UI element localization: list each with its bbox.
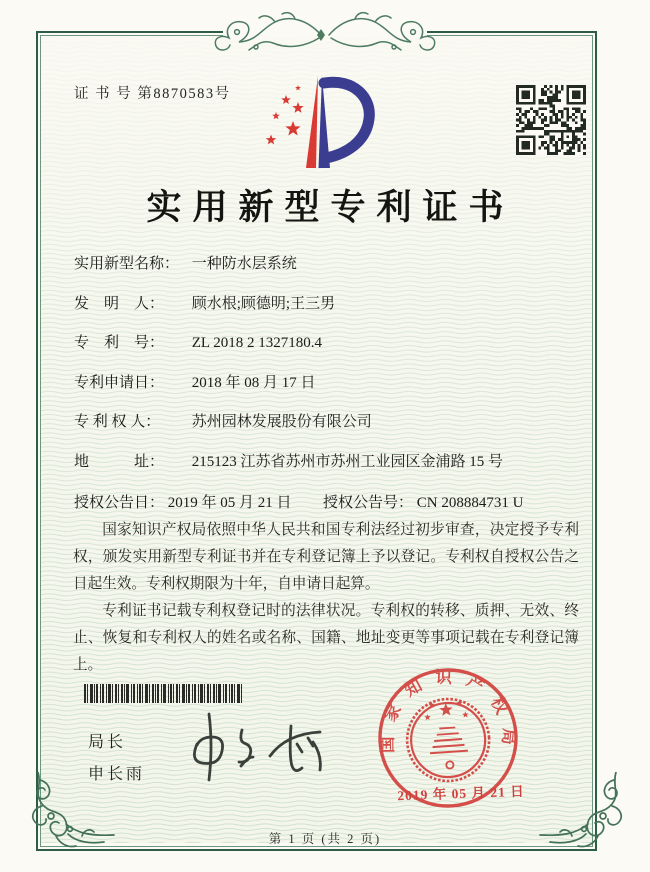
field-value: 顾水根;顾德明;王三男 (191, 295, 336, 312)
field-value: ZL 2018 2 1327180.4 (191, 335, 323, 351)
grant-date-value: 2019 年 05 月 21 日 (167, 495, 292, 511)
grant-number-value: CN 208884731 U (416, 495, 524, 511)
legal-text (73, 517, 579, 679)
field-label: 专利申请日： (74, 374, 165, 391)
grant-date (74, 495, 292, 511)
field-label: 发 明 人： (74, 295, 165, 312)
field-value: 一种防水层系统 (191, 256, 297, 272)
field-value: 2018 年 08 月 17 日 (191, 374, 316, 391)
field-patentee (74, 410, 584, 450)
legal-paragraph-1: 国家知识产权局依照中华人民共和国专利法经过初步审查，决定授予专利权，颁发实用新型专利证书并在专利登记簿上予以登记。专利权自授权公告之日起生效。专利权期限为十年，自申请日起算。 (73, 522, 579, 592)
field-patent-number (74, 331, 584, 371)
director-signature-icon (148, 698, 358, 798)
field-utility-model-name (74, 252, 584, 292)
page-number: 第 1 页 (共 2 页) (268, 832, 382, 846)
field-label: 专 利 号： (74, 335, 165, 351)
field-inventors (74, 292, 584, 332)
field-value: 苏州园林发展股份有限公司 (191, 414, 372, 430)
seal-text: 国家知识产权局 (377, 667, 519, 759)
cnipa-logo-icon (256, 74, 388, 172)
legal-paragraph-2: 专利证书记载专利权登记时的法律状况。专利权的转移、质押、无效、终止、恢复和专利权人的姓名或名称、国籍、地址变更等事项记载在专利登记簿上。 (73, 603, 579, 673)
field-address (74, 450, 584, 490)
grant-announcement-row (74, 491, 584, 512)
field-label: 专 利 权 人： (74, 414, 161, 430)
signer-title: 局长 (88, 734, 127, 751)
certificate-title: 实用新型专利证书 (146, 188, 515, 227)
grant-number (323, 491, 523, 512)
field-value: 215123 江苏省苏州市苏州工业园区金浦路 15 号 (191, 453, 504, 470)
grant-number-label: 授权公告号： (323, 495, 414, 511)
field-label: 实用新型名称： (74, 256, 180, 272)
qr-code-icon (516, 85, 586, 155)
signer-name: 申长雨 (88, 766, 146, 783)
field-application-date (74, 371, 584, 411)
field-list (74, 252, 584, 489)
field-label: 地 址： (74, 453, 165, 470)
signer-block (88, 727, 145, 791)
certificate-number: 证 书 号 第8870583号 (74, 86, 231, 102)
grant-date-label: 授权公告日： (74, 495, 165, 511)
seal-date: 2019 年 05 月 21 日 (397, 783, 525, 804)
